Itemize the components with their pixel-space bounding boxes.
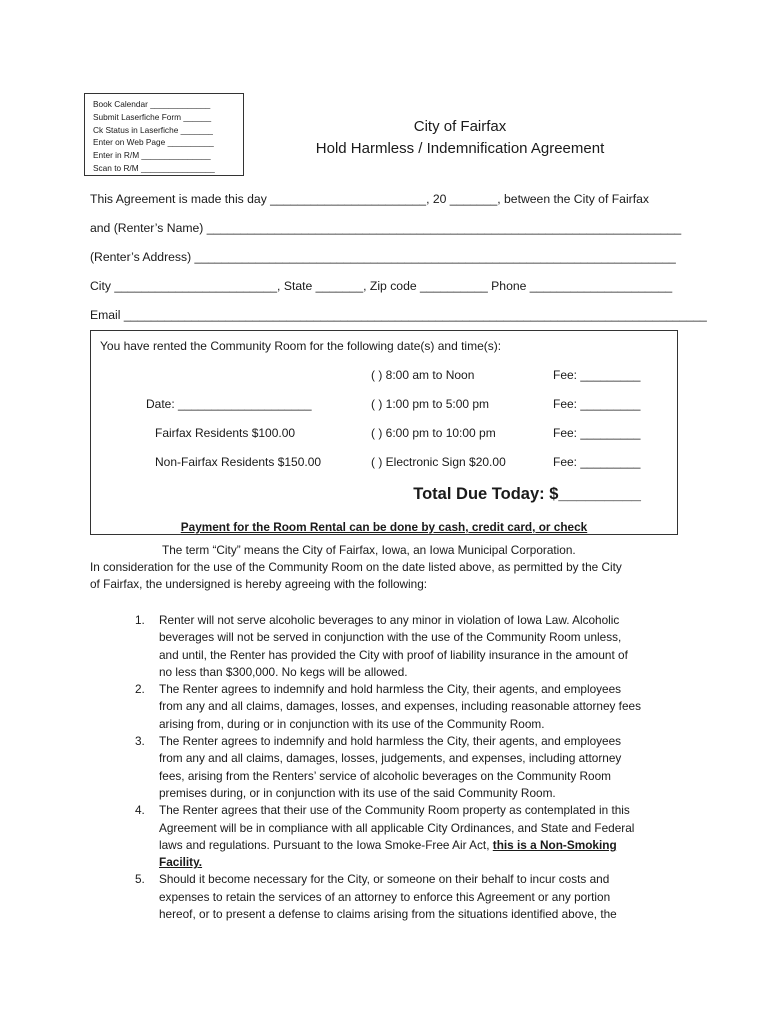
term-item xyxy=(135,802,680,871)
checklist-submit-laserfiche: Submit Laserfiche Form ______ xyxy=(93,111,212,122)
term-number: 2. xyxy=(135,682,145,697)
city-definition: The term “City” means the City of Fairfax, Iowa, an Iowa Municipal Corporation. xyxy=(162,543,576,557)
term-line: The Renter agrees to indemnify and hold harmless the City, their agents, and employees xyxy=(159,734,622,749)
agreement-terms-list xyxy=(135,612,680,923)
term-line: from any and all claims, damages, losses, and expenses, including reasonable attorney fees xyxy=(159,699,641,714)
consideration-paragraph xyxy=(90,559,622,593)
term-line: The Renter agrees to indemnify and hold harmless the City, their agents, and employees xyxy=(159,682,622,697)
fee-afternoon[interactable]: Fee: _________ xyxy=(553,397,641,411)
checklist-book-calendar: Book Calendar _____________ xyxy=(93,99,211,109)
term-line: premises during, or in conjunction with its use of the said Community Room. xyxy=(159,785,556,800)
fee-evening[interactable]: Fee: _________ xyxy=(553,426,641,440)
checklist-enter-web-page: Enter on Web Page __________ xyxy=(93,137,214,148)
term-line xyxy=(159,837,680,854)
term-number: 5. xyxy=(135,872,145,887)
non-smoking-emphasis: this is a Non-Smoking xyxy=(492,837,617,852)
city-state-zip-phone-field[interactable]: City ________________________, State _______, Zip code __________ Phone _____________________ xyxy=(90,279,673,293)
term-line: beverages will not be served in conjunction with the use of the Community Room unless, xyxy=(159,630,622,645)
fairfax-residents-fee: Fairfax Residents $100.00 xyxy=(155,426,296,440)
non-fairfax-residents-fee: Non-Fairfax Residents $150.00 xyxy=(155,455,322,469)
term-line: The Renter agrees that their use of the Community Room property as contemplated in this xyxy=(159,803,630,818)
checklist-enter-rm: Enter in R/M _______________ xyxy=(93,150,211,161)
term-line: Agreement will be in compliance with all applicable City Ordinances, and State and Federal xyxy=(159,820,635,835)
term-line: Renter will not serve alcoholic beverages to any minor in violation of Iowa Law. Alcoholic xyxy=(159,613,620,627)
rental-date-field[interactable]: Date: ____________________ xyxy=(146,397,312,411)
term-item xyxy=(135,612,680,681)
total-due-today[interactable]: Total Due Today: $_________ xyxy=(413,485,641,503)
email-field[interactable]: Email ______________________________________________________________________________________ xyxy=(90,308,707,322)
term-line: Should it become necessary for the City, or someone on their behalf to incur costs and xyxy=(159,872,610,887)
checklist-ck-status: Ck Status in Laserfiche _______ xyxy=(93,124,213,135)
term-line: and until, the Renter has provided the City with proof of liability insurance in the amount of xyxy=(159,647,628,662)
renter-name-field[interactable]: and (Renter’s Name) ______________________________________________________________________ xyxy=(90,221,682,235)
term-item xyxy=(135,681,680,733)
rental-details-box xyxy=(90,330,678,535)
term-line: no less than $300,000. No kegs will be allowed. xyxy=(159,664,408,679)
checklist-scan-rm: Scan to R/M ________________ xyxy=(93,162,215,173)
term-number: 4. xyxy=(135,803,145,818)
consideration-line: of Fairfax, the undersigned is hereby agreeing with the following: xyxy=(90,577,428,591)
term-line: arising from, during or in conjunction with its use of the Community Room. xyxy=(159,716,545,731)
term-line: hereof, or to present a defense to claims arising from the situations identified above, the xyxy=(159,907,617,922)
non-smoking-facility: Facility. xyxy=(159,855,203,870)
term-item xyxy=(135,871,680,923)
consideration-line: In consideration for the use of the Community Room on the date listed above, as permitted by the City xyxy=(90,560,622,574)
term-number: 3. xyxy=(135,734,145,749)
rental-intro: You have rented the Community Room for the following date(s) and time(s): xyxy=(100,339,502,353)
term-line: expenses to retain the services of an attorney to enforce this Agreement or any portion xyxy=(159,889,611,904)
time-slot-evening[interactable]: ( ) 6:00 pm to 10:00 pm xyxy=(371,426,496,440)
term-line: from any and all claims, damages, losses, judgements, and expenses, including attorney xyxy=(159,751,622,766)
renter-address-field[interactable]: (Renter’s Address) _______________________________________________________________________ xyxy=(90,250,676,264)
fee-morning[interactable]: Fee: _________ xyxy=(553,368,641,382)
electronic-sign-option[interactable]: ( ) Electronic Sign $20.00 xyxy=(371,455,506,469)
term-line-text: laws and regulations. Pursuant to the Iowa Smoke-Free Air Act, xyxy=(159,837,493,852)
fee-electronic-sign[interactable]: Fee: _________ xyxy=(553,455,641,469)
document-title-city: City of Fairfax xyxy=(413,118,507,135)
time-slot-afternoon[interactable]: ( ) 1:00 pm to 5:00 pm xyxy=(371,397,490,411)
agreement-date-field[interactable]: This Agreement is made this day _______________________, 20 _______, between the City of Fairfax xyxy=(90,192,649,206)
term-number: 1. xyxy=(135,613,145,627)
term-line: fees, arising from the Renters’ service of alcoholic beverages on the Community Room xyxy=(159,768,611,783)
document-title-agreement: Hold Harmless / Indemnification Agreement xyxy=(315,140,605,157)
payment-note: Payment for the Room Rental can be done by cash, credit card, or check xyxy=(180,520,588,534)
time-slot-morning[interactable]: ( ) 8:00 am to Noon xyxy=(371,368,475,382)
term-item xyxy=(135,733,680,802)
office-use-checklist xyxy=(84,93,244,176)
